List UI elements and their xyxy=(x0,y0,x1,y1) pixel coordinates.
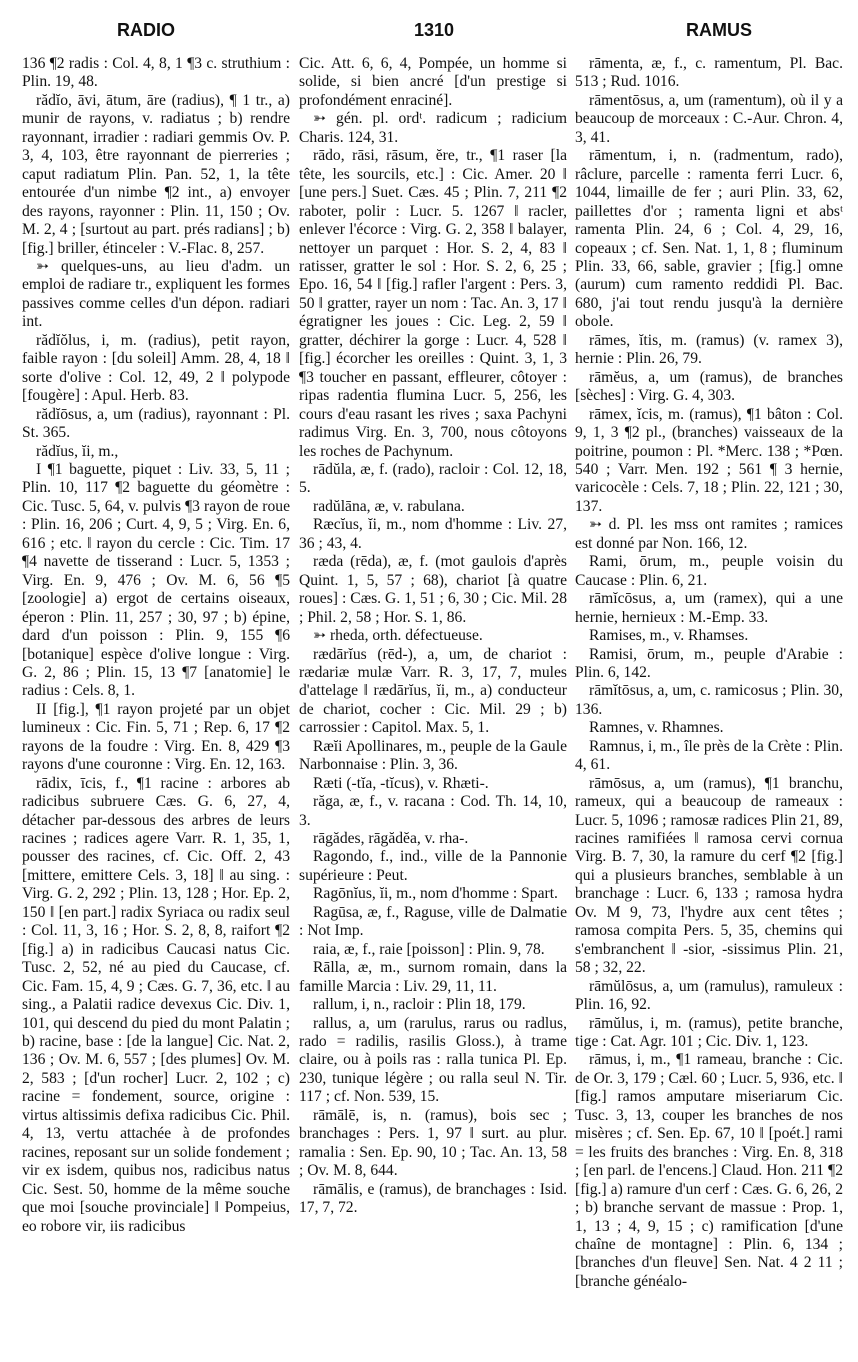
dictionary-entry: rāmĭcōsus, a, um (ramex), qui a une hernie, hernieux : M.-Emp. 33. xyxy=(575,590,843,626)
dictionary-entry: Ramises, m., v. Rhamses. xyxy=(589,627,749,645)
dictionary-entry: rāmentōsus, a, um (ramentum), où il y a beaucoup de morceaux : C.-Aur. Chron. 4, 3, 41. xyxy=(575,91,843,146)
dictionary-entry: 136 ¶2 radis : Col. 4, 8, 1 ¶3 c. struthium : Plin. 19, 48. xyxy=(22,55,290,91)
running-head-right: RAMUS xyxy=(686,20,752,40)
dictionary-entry: rāmex, ĭcis, m. (ramus), ¶1 bâton : Col. 9, 1, 3 ¶2 pl., (branches) vaisseaux de la poitrine, poumon : Pl. *Merc. 138 ; *Pœn. 540 ; Varr. Men. 192 ; 561 ¶ 3 hernie, varicocèle : Cels. 7, 18 ; Plin. 22, 121 ; 30, 137. xyxy=(575,405,843,515)
dictionary-entry: rāmōsus, a, um (ramus), ¶1 branchu, rameux, qui a beaucoup de rameaux : Lucr. 5, 1096 ; ramosæ radices Plin 21, 89, racines ramifiées ‖ ramosa cervi cornua Virg. B. 7, 30, la ramure du cerf ¶2 [fig.] qui a plusieurs branches, semblable à un branchage : Lucr. 6, 133 ; ramosa hydra Ov. M 9, 73, l'hydre aux cent têtes ; ramosa compita Pers. 5, 35, chemins qui s'embranchent ‖ -sior, -sissimus Plin. 21, 58 ; 32, 22. xyxy=(575,774,843,977)
dictionary-entry: rădĭōsus, a, um (radius), rayonnant : Pl. St. 365. xyxy=(22,405,290,442)
dictionary-entry: rādŭla, æ, f. (rado), racloir : Col. 12, 18, 5. xyxy=(299,460,567,497)
dictionary-entry: Ramnes, v. Rhamnes. xyxy=(589,719,724,737)
dictionary-entry: ➳ gén. pl. ordᵗ. radicum ; radicium Charis. 124, 31. xyxy=(299,110,567,146)
dictionary-entry: Cic. Att. 6, 6, 4, Pompée, un homme si solide, si bien ancré [d'un prestige si profondément enraciné]. xyxy=(299,55,567,109)
dictionary-entry: ➳ rheda, orth. défectueuse. xyxy=(313,627,483,645)
dictionary-entry: Rālla, æ, m., surnom romain, dans la famille Marcia : Liv. 29, 11, 11. xyxy=(299,959,567,995)
dictionary-entry: răga, æ, f., v. racana : Cod. Th. 14, 10, 3. xyxy=(299,793,567,829)
dictionary-entry: rădĭus, ĭi, m., xyxy=(36,442,119,460)
dictionary-entry: Ramisi, ōrum, m., peuple d'Arabie : Plin. 6, 142. xyxy=(575,645,843,681)
running-head-left: RADIO xyxy=(117,20,175,40)
dictionary-entry: Ræĭi Apollinares, m., peuple de la Gaule Narbonnaise : Plin. 3, 36. xyxy=(299,737,567,774)
dictionary-entry: Ragondo, f., ind., ville de la Pannonie supérieure : Peut. xyxy=(299,848,567,884)
dictionary-entry: rādix, īcis, f., ¶1 racine : arbores ab radicibus subruere Cæs. G. 6, 27, 4, détacher par-dessous des arbres de leurs racines ; radices agere Varr. R. 1, 35, 1, pousser des racines, cf. Cic. Off. 2, 43 [mittere, emittere Cels. 3, 18] ‖ au sing. : Virg. G. 2, 292 ; Plin. 13, 128 ; Hor. Ep. 2, 150 ‖ [en part.] radix Syriaca ou radix seul : Col. 11, 3, 16 ; Hor. S. 2, 8, 8, raifort ¶2 [fig.] a) in radicibus Caucasi natus Cic. Tusc. 2, 52, né au pied du Caucase, cf. Cic. Fam. 15, 4, 9 ; Cæs. G. 7, 36, etc. ‖ au sing., a Palatii radice devexus Cic. Div. 1, 101, qui descend du pied du mont Palatin ; b) racine, base : [de la langue] Cic. Nat. 2, 136 ; Ov. M. 6, 557 ; [des plumes] Ov. M. 2, 583 ; [d'un rocher] Lucr. 2, 102 ; c) racine = fondement, source, origine : virtus altissimis defixa radicibus Cic. Phil. 4, 13, vertu attachée à de profondes racines, reposant sur un solide fondement ; vir ex isdem, quibus nos, radicibus natus Cic. Sest. 50, homme de la même souche que moi [souche provinciale] ‖ Pompeius, eo robore vir, iis radicibus xyxy=(22,774,290,1235)
dictionary-entry: rāmālē, is, n. (ramus), bois sec ; branchages : Pers. 1, 97 ‖ surt. au plur. ramalia : Sen. Ep. 90, 10 ; Tac. An. 13, 58 ; Ov. M. 8, 644. xyxy=(299,1106,567,1180)
dictionary-entry: rāmŭlus, i, m. (ramus), petite branche, tige : Cat. Agr. 101 ; Cic. Div. 1, 123. xyxy=(575,1014,843,1051)
dictionary-entry: Ragōnĭus, ĭi, m., nom d'homme : Spart. xyxy=(313,885,558,903)
dictionary-entry: rāmālis, e (ramus), de branchages : Isid. 17, 7, 72. xyxy=(299,1180,567,1217)
dictionary-entry: rāmĭtōsus, a, um, c. ramicosus ; Plin. 30, 136. xyxy=(575,682,843,718)
dictionary-entry: rāmes, ĭtis, m. (ramus) (v. ramex 3), hernie : Plin. 26, 79. xyxy=(575,331,843,368)
dictionary-entry: Ragūsa, æ, f., Raguse, ville de Dalmatie : Not Imp. xyxy=(299,903,567,940)
dictionary-entry: Ræcĭus, ĭi, m., nom d'homme : Liv. 27, 36 ; 43, 4. xyxy=(299,516,567,552)
dictionary-entry: I ¶1 baguette, piquet : Liv. 33, 5, 11 ; Plin. 10, 117 ¶2 baguette du géomètre : Cic. Tusc. 5, 64, v. pulvis ¶3 rayon de roue : Plin. 16, 206 ; Curt. 4, 9, 5 ; Virg. En. 6, 616 ; etc. ‖ rayon du cercle : Cic. Tim. 17 ¶4 navette de tisserand : Lucr. 5, 1353 ; Virg. En. 9, 476 ; Ov. M. 6, 56 ¶5 [zoologie] a) ergot de certains oiseaux, éperon : Plin. 11, 257 ; 30, 97 ; b) épine, dard d'un poisson : Plin. 9, 155 ¶6 [botanique] espèce d'olive longue : Virg. G. 2, 86 ; Plin. 15, 13 ¶7 [anatomie] le radius : Cels. 8, 1. xyxy=(22,460,290,700)
dictionary-entry: rallus, a, um (rarulus, rarus ou radlus, rado = radilis, rasilis Gloss.), à trame claire, ou à poils ras : ralla tunica Pl. Ep. 230, tunique légère ; ou ralla seul N. Tir. 117 ; cf. Non. 539, 15. xyxy=(299,1014,567,1106)
dictionary-entry: rădĭo, āvi, ātum, āre (radius), ¶ 1 tr., a) munir de rayons, v. radiatus ; b) rendre rayonnant, irradier : radiari gemmis Ov. P. 3, 4, 103, être rayonnant de pierreries ; caput radiatum Plin. Pan. 52, 1, la tête entourée d'un nimbe ¶2 int., a) envoyer des rayons, rayonner : Plin. 11, 150 ; Ov. M. 2, 4 ; [surtout au part. prés radians] ; b) [fig.] briller, étinceler : V.-Flac. 8, 257. xyxy=(22,91,290,257)
dictionary-entry: rædārĭus (rēd-), a, um, de chariot : rædariæ mulæ Varr. R. 3, 17, 7, mules d'attelage ‖ rædārĭus, ĭi, m., a) conducteur de chariot, cocher : Cic. Mil. 29 ; b) carrossier : Capitol. Max. 5, 1. xyxy=(299,645,567,737)
dictionary-entry: ræda (rēda), æ, f. (mot gaulois d'après Quint. 1, 5, 57 ; 68), chariot [à quatre roues] : Cæs. G. 1, 51 ; 6, 30 ; Cic. Mil. 28 ; Phil. 2, 58 ; Hor. S. 1, 86. xyxy=(299,553,567,626)
dictionary-entry: rallum, i, n., racloir : Plin 18, 179. xyxy=(313,996,526,1014)
column-2 xyxy=(299,55,567,1355)
dictionary-entry: rāgădes, rāgădĕa, v. rha-. xyxy=(313,830,469,848)
dictionary-entry: Rami, ōrum, m., peuple voisin du Caucase : Plin. 6, 21. xyxy=(575,553,843,589)
dictionary-entry: rādo, rāsi, rāsum, ĕre, tr., ¶1 raser [la tête, les sourcils, etc.] : Cic. Amer. 20 ‖ [une pers.] Suet. Cæs. 45 ; Plin. 7, 211 ¶2 raboter, polir : Lucr. 5. 1267 ‖ racler, enlever l'écorce : Virg. G. 2, 358 ‖ balayer, nettoyer un parquet : Hor. S. 2, 4, 83 ‖ ratisser, gratter le sol : Hor. S. 2, 6, 25 ; Epo. 16, 54 ‖ [fig.] rafler l'argent : Pers. 3, 50 ‖ gratter, rayer un nom : Tac. An. 3, 17 ‖ égratigner les joues : Cic. Leg. 2, 59 ‖ gratter, déchirer la gorge : Lucr. 4, 528 ‖ [fig.] écorcher les oreilles : Quint. 3, 1, 3 ¶3 toucher en passant, effleurer, côtoyer : ripas radentia flumina Lucr. 5, 256, les cours d'eau rasant les rives ; saxa Pachyni radimus Virg. En. 3, 700, nous côtoyons les roches de Pachynum. xyxy=(299,147,567,460)
dictionary-entry: raia, æ, f., raie [poisson] : Plin. 9, 78. xyxy=(313,940,545,958)
dictionary-entry: Ramnus, i, m., île près de la Crète : Plin. 4, 61. xyxy=(575,737,843,774)
dictionary-entry: rāmĕus, a, um (ramus), de branches [sèches] : Virg. G. 4, 303. xyxy=(575,368,843,405)
dictionary-entry: ➳ d. Pl. les mss ont ramites ; ramices est donné par Non. 166, 12. xyxy=(575,516,843,552)
dictionary-entry: II [fig.], ¶1 rayon projeté par un objet lumineux : Cic. Fin. 5, 71 ; Rep. 6, 17 ¶2 rayons de la foudre : Virg. En. 8, 429 ¶3 rayons d'une couronne : Virg. En. 12, 163. xyxy=(22,700,290,774)
dictionary-entry: rāmenta, æ, f., c. ramentum, Pl. Bac. 513 ; Rud. 1016. xyxy=(575,55,843,91)
page-header xyxy=(22,8,842,38)
dictionary-entry: radŭlāna, æ, v. rabulana. xyxy=(313,497,465,515)
dictionary-entry: ➳ quelques-uns, au lieu d'adm. un emploi de radiare tr., expliquent les formes passives comme celles d'un dépon. radiari int. xyxy=(22,257,290,331)
dictionary-entry: rădĭŏlus, i, m. (radius), petit rayon, faible rayon : [du soleil] Amm. 28, 4, 18 ‖ sorte d'olive : Col. 12, 49, 2 ‖ polypode [fougère] : Apul. Herb. 83. xyxy=(22,331,290,405)
dictionary-columns xyxy=(22,55,844,1355)
column-3 xyxy=(575,55,843,1355)
column-1 xyxy=(22,55,290,1355)
dictionary-entry: rāmus, i, m., ¶1 rameau, branche : Cic. de Or. 3, 179 ; Cæl. 60 ; Lucr. 5, 936, etc. ‖ [fig.] ramos amputare miseriarum Cic. Tusc. 3, 13, couper les branches de nos misères ; cf. Sen. Ep. 67, 10 ‖ [poét.] rami = les fruits des branches : Virg. En. 8, 318 ; [en parl. de l'encens.] Claud. Hon. 211 ¶2 [fig.] a) ramure d'un cerf : Cæs. G. 6, 26, 2 ; b) branche servant de massue : Prop. 1, 1, 13 ; 4, 9, 15 ; c) ramification [d'une chaîne de montagne] : Plin. 6, 134 ; [branches d'un fleuve] Sen. Nat. 4 2 11 ; [branche généalo- xyxy=(575,1051,843,1290)
dictionary-entry: rāmŭlōsus, a, um (ramulus), ramuleux : Plin. 16, 92. xyxy=(575,977,843,1014)
dictionary-entry: rāmentum, i, n. (radmentum, rado), râclure, parcelle : ramenta ferri Lucr. 6, 1044, limaille de fer ; auri Plin. 33, 62, paillettes d'or ; ramenta ligni et absᵗ ramenta Plin. 24, 6 ; Col. 4, 29, 16, copeaux ; cf. Sen. Nat. 1, 1, 8 ; fluminum Plin. 33, 66, sable, gravier ; [fig.] omne (aurum) cum ramento reddidi Pl. Bac. 680, j'ai tout rendu jusqu'à la dernière obole. xyxy=(575,147,843,331)
dictionary-entry: Ræti (-tĭa, -tĭcus), v. Rhæti-. xyxy=(313,774,489,792)
page-number: 1310 xyxy=(414,20,455,40)
